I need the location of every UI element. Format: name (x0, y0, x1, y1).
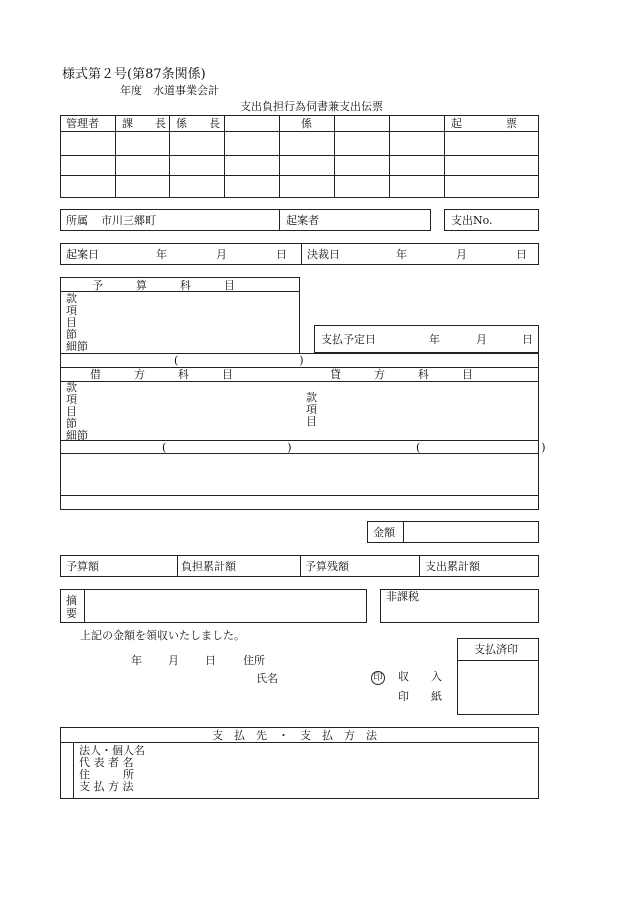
budget-remaining-label: 予算残額 (305, 560, 349, 573)
decision-day-label: 日 (516, 248, 527, 261)
blank-entry-area (60, 453, 539, 510)
receipt-day-label: 日 (205, 654, 216, 667)
payee-lines: 法人・個人名 代 表 者 名 住 所 支 払 方 法 (79, 744, 145, 793)
seal-mark: 印 (371, 671, 385, 685)
draft-date-label: 起案日 (66, 248, 99, 261)
debit-account-title: 借 方 科 目 (90, 368, 233, 381)
receipt-year-label: 年 (131, 654, 142, 667)
credit-paren: ( ) (416, 441, 546, 454)
decision-date-label: 決裁日 (307, 248, 340, 261)
credit-account-lines: 款 項 目 (306, 391, 317, 428)
approval-group-chief-label: 係 長 (176, 117, 220, 130)
draft-year-label: 年 (156, 248, 167, 261)
form-number: 様式第２号(第87条関係) (62, 67, 206, 82)
approval-section-chief-label: 課 長 (122, 117, 166, 130)
payee-title: 支 払 先 ・ 支 払 方 法 (212, 729, 377, 742)
debit-account-lines: 款 項 目 節 細節 (66, 381, 88, 442)
scheduled-day-label: 日 (522, 333, 533, 346)
paid-seal-label: 支払済印 (474, 643, 518, 656)
receipt-month-label: 月 (168, 654, 179, 667)
decision-year-label: 年 (396, 248, 407, 261)
amount-label: 金額 (373, 526, 395, 539)
decision-month-label: 月 (456, 248, 467, 261)
affiliation-value: 市川三郷町 (101, 214, 156, 227)
dates-row (60, 243, 539, 265)
summary-label: 摘 要 (66, 594, 77, 620)
fiscal-year-account: 年度 水道事業会計 (120, 84, 219, 97)
scheduled-month-label: 月 (476, 333, 487, 346)
summary-box (60, 589, 367, 623)
tax-exempt-label: 非課税 (386, 590, 419, 603)
cumulative-burden-label: 負担累計額 (181, 560, 236, 573)
document-title: 支出負担行為伺書兼支出伝票 (240, 100, 383, 113)
scheduled-payment-label: 支払予定日 (321, 333, 376, 346)
budget-amount-label: 予算額 (66, 560, 99, 573)
revenue-stamp-label: 収 入 印 紙 (398, 670, 442, 703)
approval-drafter-label: 起 票 (451, 117, 517, 130)
receipt-name-label: 氏名 (256, 672, 278, 685)
draft-day-label: 日 (276, 248, 287, 261)
approval-manager-label: 管理者 (66, 117, 99, 130)
drafter-label: 起案者 (286, 214, 319, 227)
cumulative-payment-label: 支出累計額 (425, 560, 480, 573)
receipt-address-label: 住所 (243, 654, 265, 667)
debit-paren: ( ) (162, 441, 292, 454)
approval-staff-label: 係 (301, 117, 312, 130)
affiliation-label: 所属 (66, 214, 88, 227)
budget-account-title: 予 算 科 目 (92, 279, 235, 292)
budget-paren: ( ) (174, 354, 304, 367)
budget-account-lines: 款 項 目 節 細節 (66, 292, 88, 353)
credit-account-title: 貸 方 科 目 (330, 368, 473, 381)
scheduled-year-label: 年 (429, 333, 440, 346)
payment-number-label: 支出No. (451, 214, 493, 227)
receipt-statement: 上記の金額を領収いたしました。 (80, 629, 245, 642)
draft-month-label: 月 (216, 248, 227, 261)
